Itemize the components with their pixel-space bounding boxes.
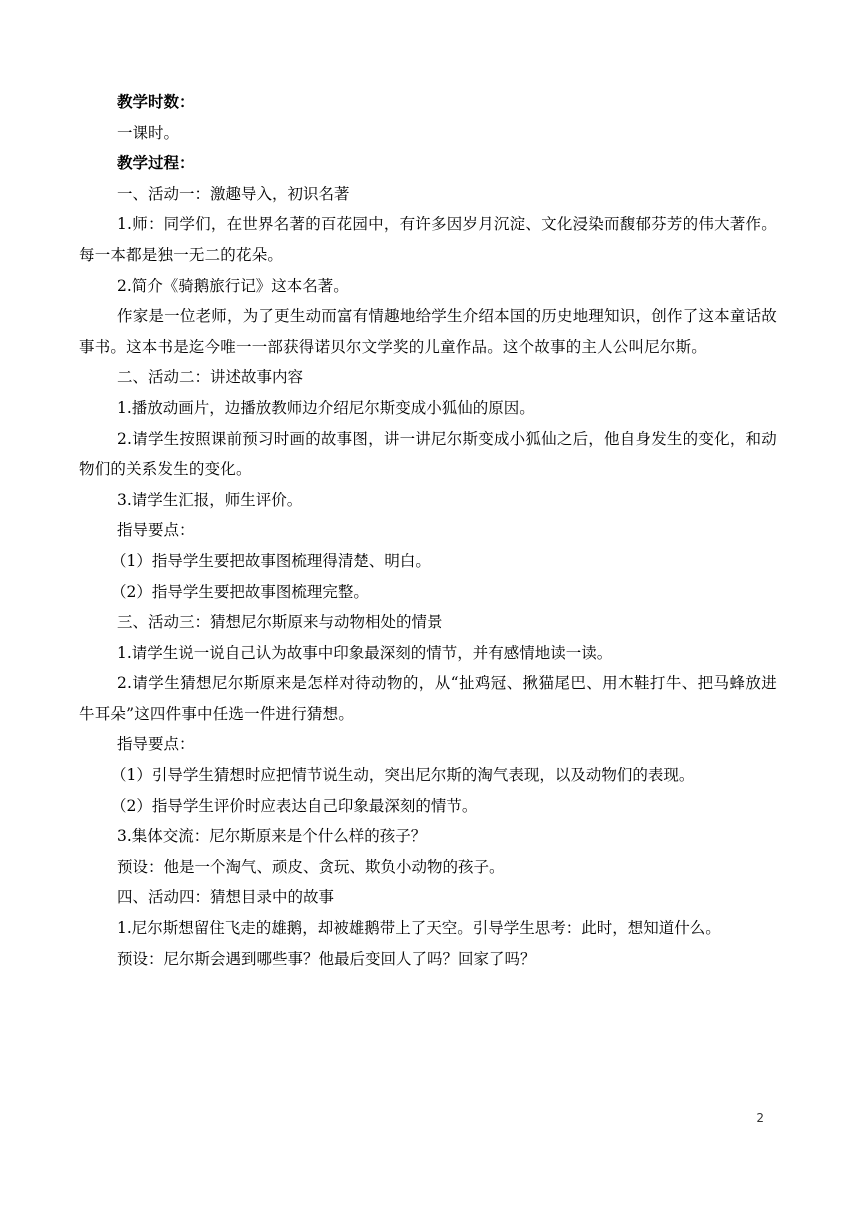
paragraph-3-1: 1.请学生说一说自己认为故事中印象最深刻的情节，并有感情地读一读。 bbox=[117, 643, 613, 662]
paragraph-1-2: 2.简介《骑鹅旅行记》这本名著。 bbox=[117, 276, 349, 295]
guidance-heading-2: 指导要点： bbox=[117, 735, 195, 754]
paragraph-4-1: 1.尼尔斯想留住飞走的雄鹅，却被雄鹅带上了天空。引导学生思考：此时，想知道什么。 bbox=[117, 919, 721, 938]
paragraph-3-3: 3.集体交流：尼尔斯原来是个什么样的孩子？ bbox=[117, 827, 427, 846]
activity-heading-1: 一、活动一：激趣导入，初识名著 bbox=[117, 184, 350, 203]
paragraph-1-1: 1.师：同学们，在世界名著的百花园中，有许多因岁月沉淀、文化浸染而馥郁芬芳的伟大著作。每一本都是独一无二的花朵。 bbox=[79, 215, 777, 264]
document-body bbox=[79, 87, 777, 974]
section-heading-teaching-process: 教学过程： bbox=[117, 153, 195, 173]
paragraph-2-1: 1.播放动画片，边播放教师边介绍尼尔斯变成小狐仙的原因。 bbox=[117, 398, 535, 417]
page-number: 2 bbox=[756, 1111, 764, 1125]
activity-heading-4: 四、活动四：猜想目录中的故事 bbox=[117, 888, 335, 907]
paragraph-2-2: 2.请学生按照课前预习时画的故事图，讲一讲尼尔斯变成小狐仙之后，他自身发生的变化，和动物们的关系发生的变化。 bbox=[79, 429, 777, 479]
paragraph-teaching-hours-value: 一课时。 bbox=[117, 123, 180, 142]
guidance-item-2-1: （1）引导学生猜想时应把情节说生动，突出尼尔斯的淘气表现，以及动物们的表现。 bbox=[111, 766, 695, 785]
section-heading-teaching-hours: 教学时数： bbox=[117, 92, 195, 111]
preset-answer-1: 预设：他是一个淘气、顽皮、贪玩、欺负小动物的孩子。 bbox=[117, 857, 505, 876]
activity-heading-2: 二、活动二：讲述故事内容 bbox=[117, 368, 304, 387]
activity-heading-3: 三、活动三：猜想尼尔斯原来与动物相处的情景 bbox=[117, 613, 443, 632]
guidance-heading-1: 指导要点： bbox=[117, 521, 195, 540]
guidance-item-1-2: （2）指导学生要把故事图梳理完整。 bbox=[111, 582, 369, 601]
preset-answer-2: 预设：尼尔斯会遇到哪些事？他最后变回人了吗？回家了吗？ bbox=[117, 949, 536, 968]
guidance-item-2-2: （2）指导学生评价时应表达自己印象最深刻的情节。 bbox=[111, 796, 478, 815]
paragraph-3-2: 2.请学生猜想尼尔斯原来是怎样对待动物的，从“扯鸡冠、揪猫尾巴、用木鞋打牛、把马蜂放进牛耳朵”这四件事中任选一件进行猜想。 bbox=[79, 674, 777, 723]
paragraph-author-intro: 作家是一位老师，为了更生动而富有情趣地给学生介绍本国的历史地理知识，创作了这本童话故事书。这本书是迄今唯一一部获得诺贝尔文学奖的儿童作品。这个故事的主人公叫尼尔斯。 bbox=[79, 307, 777, 356]
guidance-item-1-1: （1）指导学生要把故事图梳理得清楚、明白。 bbox=[111, 551, 431, 570]
paragraph-2-3: 3.请学生汇报，师生评价。 bbox=[117, 490, 303, 509]
